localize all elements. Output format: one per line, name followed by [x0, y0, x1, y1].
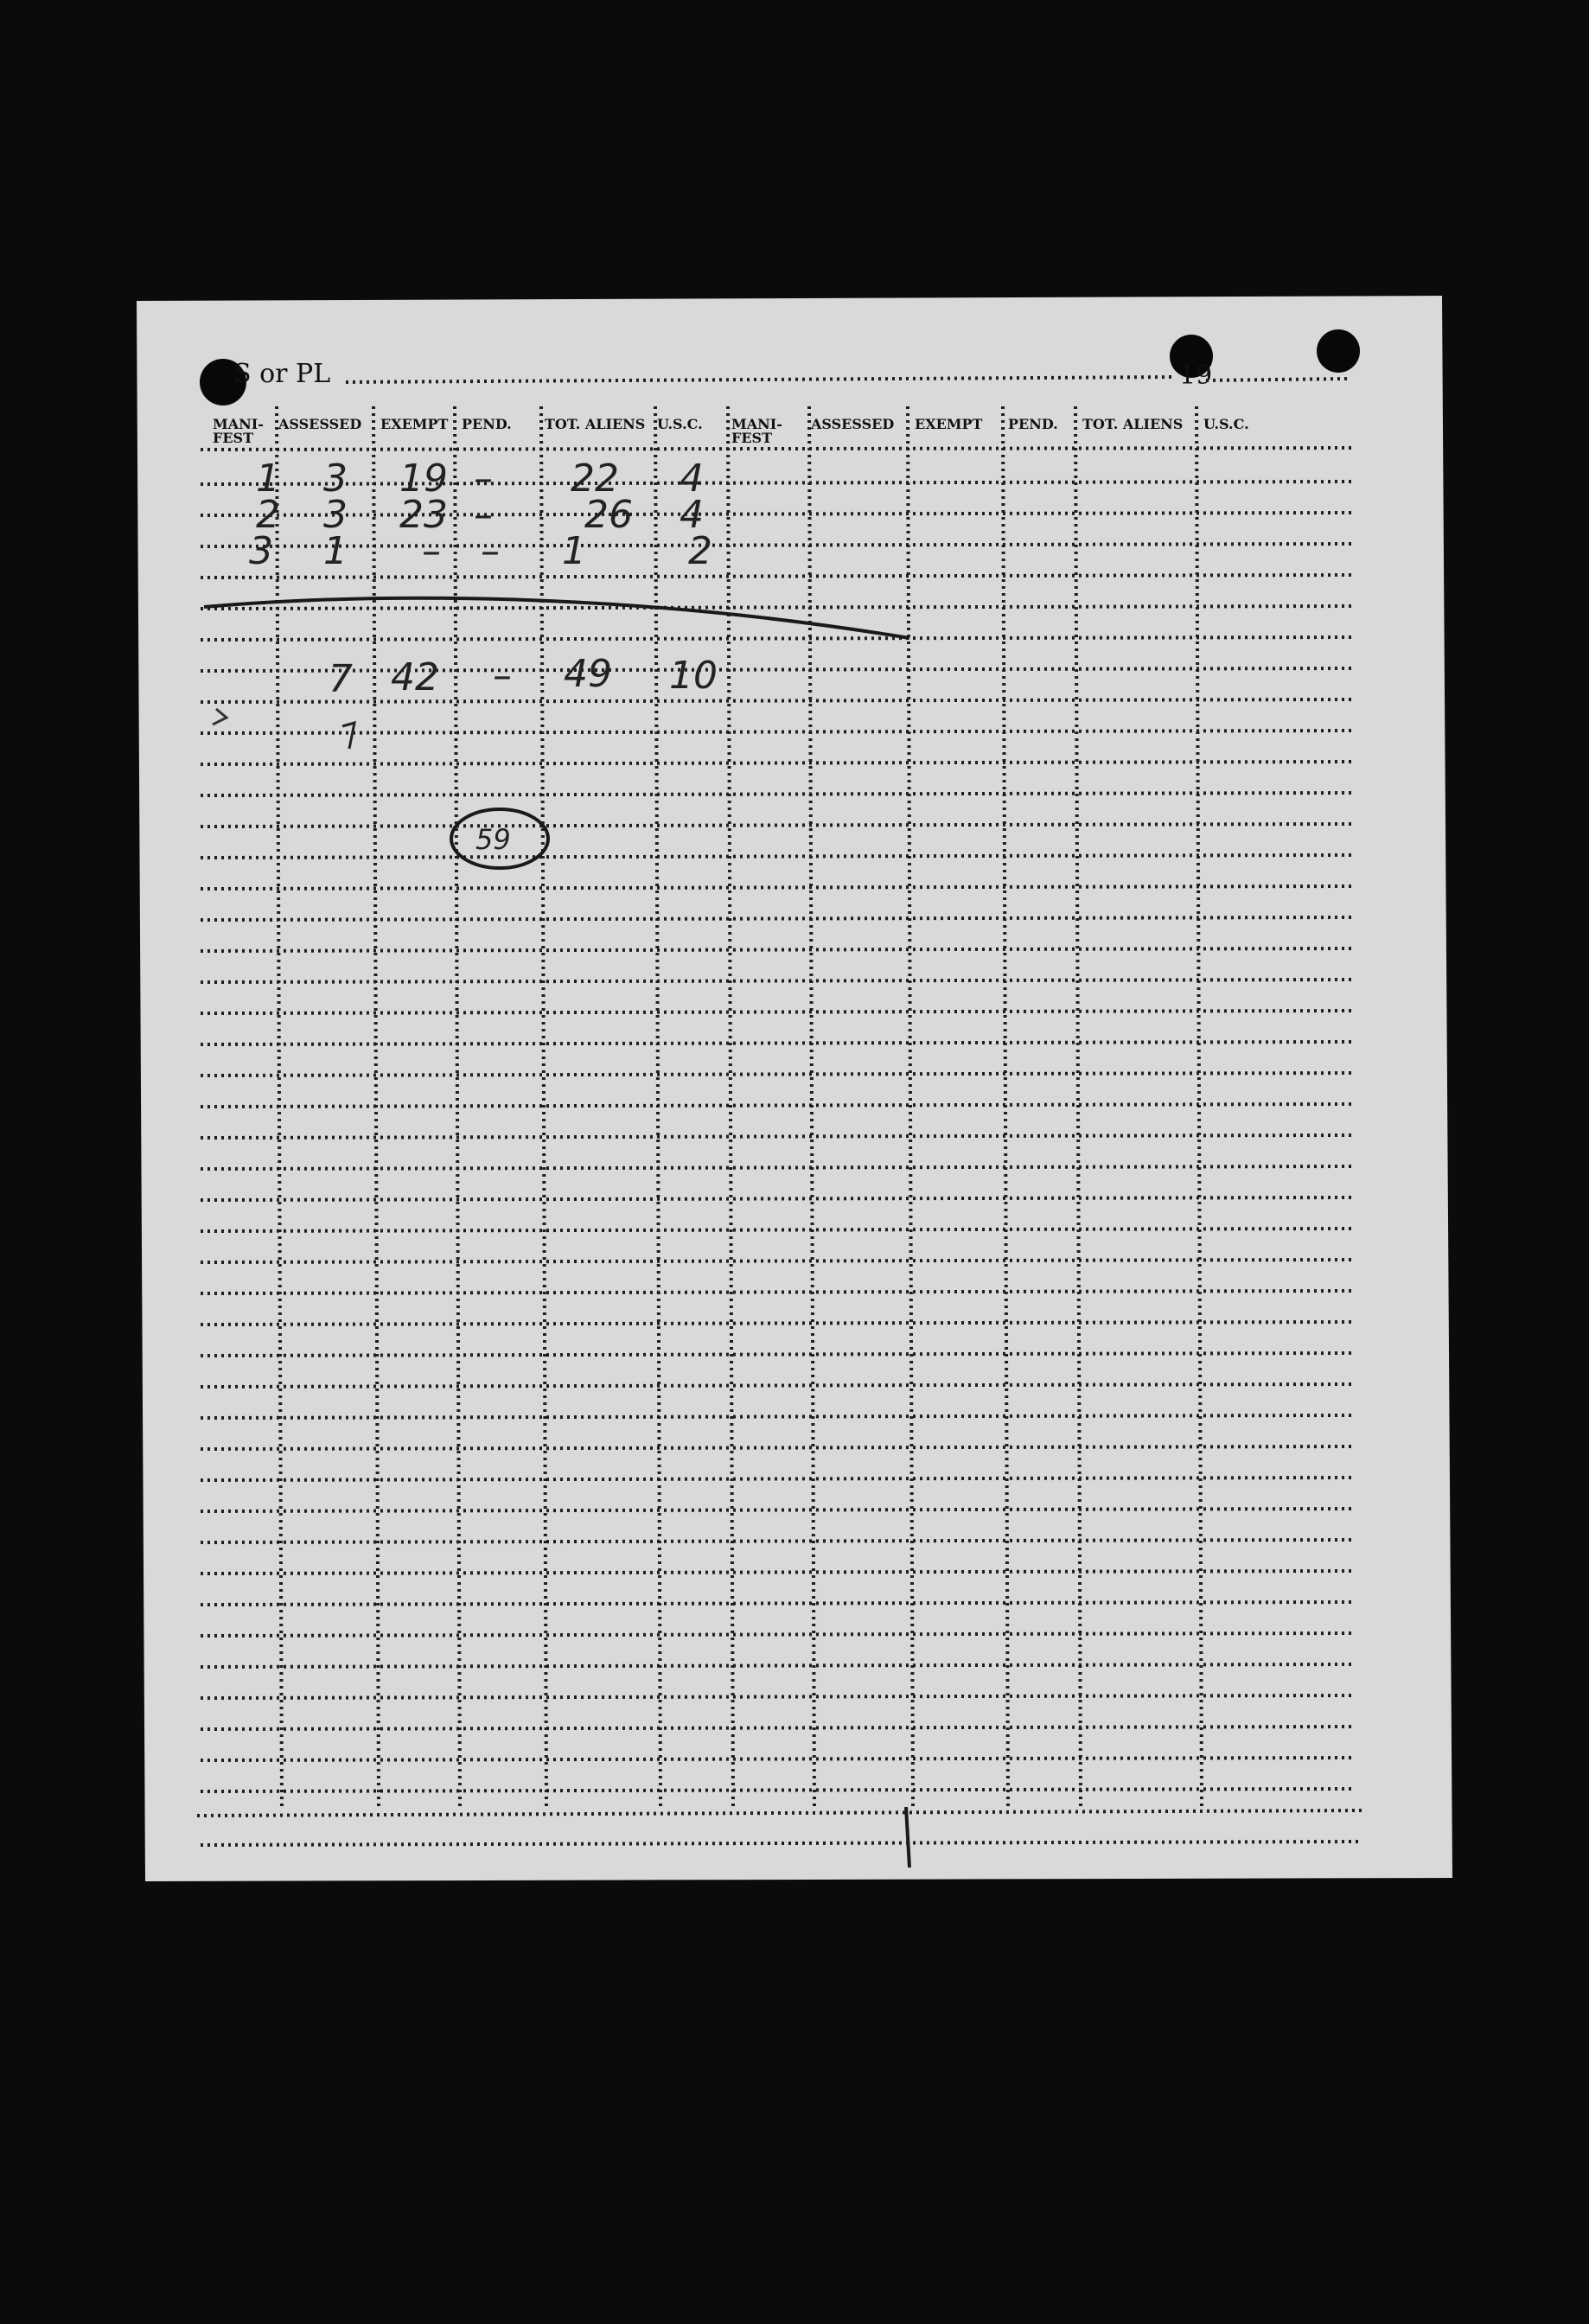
col-usc-left: U.S.C. — [657, 416, 703, 432]
cell-r1-manifest: 1 — [256, 456, 280, 501]
col-tot-aliens-left: TOT. ALIENS — [545, 416, 646, 432]
col-exempt-right: EXEMPT — [915, 416, 983, 432]
col-tot-aliens-right: TOT. ALIENS — [1082, 416, 1184, 432]
col-assessed-right: ASSESSED — [811, 416, 895, 432]
cell-r3-tot-aliens: 1 — [562, 529, 586, 573]
cell-r2-exempt: 23 — [399, 493, 448, 537]
cell-r2-tot-aliens: 26 — [584, 493, 633, 537]
cell-r3-exempt: – — [422, 529, 441, 573]
cell-r3-assessed: 1 — [323, 529, 348, 573]
total-pend: – — [493, 654, 512, 698]
cell-r3-pend: – — [481, 529, 500, 573]
year-prefix: 19 — [1179, 361, 1213, 391]
cell-r1-assessed: 3 — [323, 456, 348, 501]
total-assessed: 7 — [329, 657, 353, 701]
cell-r2-usc: 4 — [680, 493, 704, 537]
col-exempt-left: EXEMPT — [380, 416, 449, 432]
total-tot-aliens: 49 — [564, 652, 612, 696]
col-pend-right: PEND. — [1008, 416, 1058, 432]
col-manifest-right: MANI-FEST — [731, 416, 782, 446]
col-assessed-left: ASSESSED — [278, 416, 362, 432]
cell-r1-usc: 4 — [680, 456, 704, 501]
grand-total: 59 — [475, 823, 511, 856]
cell-r3-usc: 2 — [688, 529, 712, 573]
total-usc: 10 — [669, 654, 718, 698]
cell-r1-exempt: 19 — [399, 456, 448, 501]
total-exempt: 42 — [391, 655, 439, 699]
cell-r1-tot-aliens: 22 — [571, 456, 619, 501]
form-title: S or PL — [233, 359, 331, 389]
cell-r2-assessed: 3 — [323, 493, 348, 537]
cell-r2-manifest: 2 — [256, 493, 280, 537]
punch-hole-right — [1317, 329, 1360, 373]
cell-r1-pend: – — [474, 456, 493, 501]
col-manifest-left: MANI-FEST — [213, 416, 264, 446]
cell-r3-manifest: 3 — [249, 529, 273, 573]
col-pend-left: PEND. — [462, 416, 512, 432]
cell-r2-pend: – — [474, 493, 493, 537]
col-usc-right: U.S.C. — [1203, 416, 1249, 432]
